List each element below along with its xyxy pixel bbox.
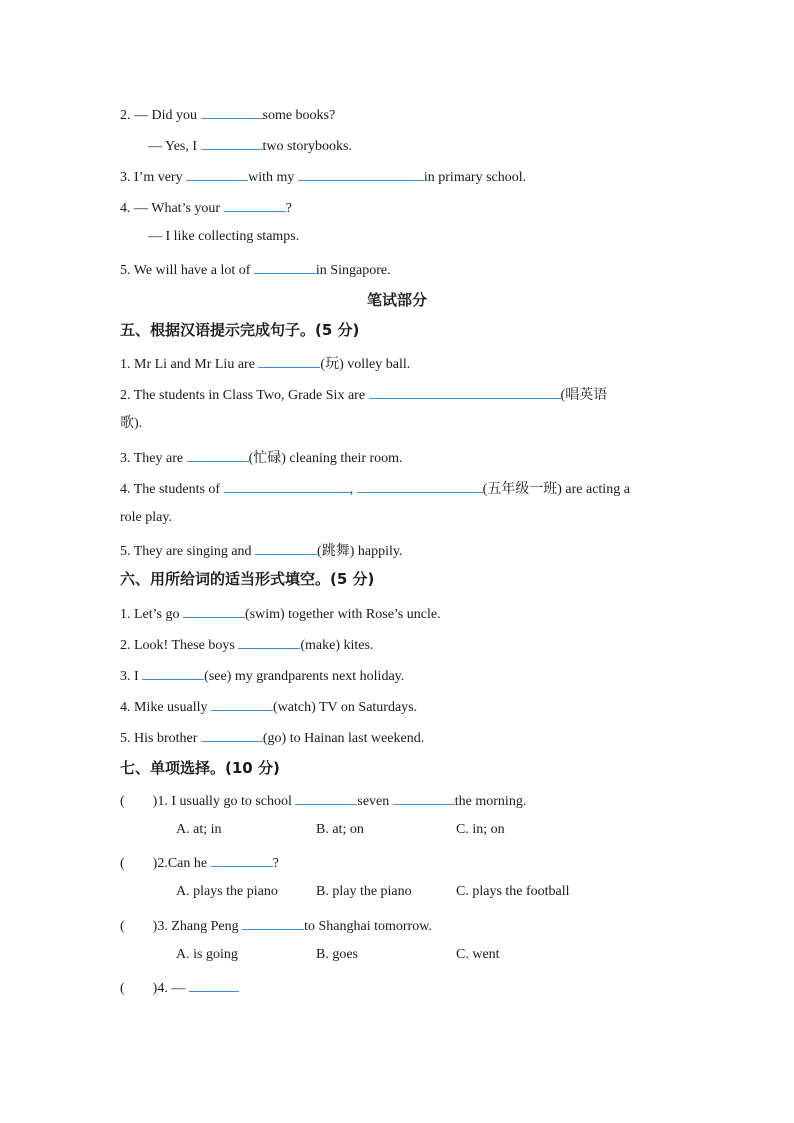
answer-blank[interactable] (298, 166, 424, 181)
s5-question-1 (120, 353, 410, 374)
question-text: )4. — (152, 981, 189, 996)
s7-question-3 (120, 915, 432, 936)
s6-question-3 (120, 665, 404, 686)
answer-blank[interactable] (189, 977, 239, 992)
answer-blank[interactable] (224, 478, 350, 493)
s5-question-4-cont: role play. (120, 510, 172, 525)
answer-blank[interactable] (201, 104, 263, 119)
question-text: )2.Can he (152, 856, 211, 871)
option-a[interactable]: A. at; in (176, 822, 222, 837)
option-c[interactable]: C. in; on (456, 822, 505, 837)
question-text: (唱英语 (560, 388, 608, 403)
answer-paren-open: ( (120, 794, 125, 809)
option-c[interactable]: C. plays the football (456, 884, 570, 899)
question-text: )3. Zhang Peng (152, 919, 243, 934)
question-text: 3. They are (120, 451, 187, 466)
section-7-title: 七、单项选择。(10 分) (120, 759, 280, 777)
s6-question-1 (120, 603, 441, 624)
answer-blank[interactable] (187, 447, 249, 462)
answer-blank[interactable] (242, 915, 304, 930)
s7-question-4 (120, 977, 239, 998)
question-text: ? (272, 856, 279, 871)
question-text: (swim) together with Rose’s uncle. (245, 607, 441, 622)
question-text: in Singapore. (315, 263, 391, 278)
question-text: 5. His brother (120, 731, 201, 746)
question-4b: — I like collecting stamps. (148, 229, 300, 244)
question-text: , (349, 482, 357, 497)
s6-question-4 (120, 696, 417, 717)
question-text: 4. Mike usually (120, 700, 211, 715)
question-text: 4. — What’s your (120, 201, 224, 216)
answer-blank[interactable] (224, 197, 286, 212)
question-text: 3. I’m very (120, 170, 187, 185)
answer-blank[interactable] (201, 727, 263, 742)
answer-blank[interactable] (211, 852, 273, 867)
answer-blank[interactable] (201, 135, 263, 150)
question-text: to Shanghai tomorrow. (304, 919, 432, 934)
question-text: two storybooks. (262, 139, 352, 154)
s7-question-2 (120, 852, 279, 873)
option-a[interactable]: A. is going (176, 947, 238, 962)
question-text: some books? (262, 108, 336, 123)
answer-blank[interactable] (142, 665, 204, 680)
question-5 (120, 259, 391, 280)
question-text: 4. The students of (120, 482, 224, 497)
question-2b (148, 135, 352, 156)
question-text: 1. Mr Li and Mr Liu are (120, 357, 259, 372)
question-text: (玩) volley ball. (320, 357, 411, 372)
question-text: 3. I (120, 669, 143, 684)
question-2a (120, 104, 335, 125)
s5-question-2 (120, 384, 607, 405)
answer-blank[interactable] (255, 540, 317, 555)
answer-paren-open: ( (120, 981, 125, 996)
question-text: with my (248, 170, 298, 185)
answer-blank[interactable] (369, 384, 561, 399)
s5-question-2-cont: 歌). (120, 416, 143, 431)
question-text: the morning. (454, 794, 527, 809)
question-text: 2. — Did you (120, 108, 201, 123)
answer-blank[interactable] (295, 790, 357, 805)
section-5-title: 五、根据汉语提示完成句子。(5 分) (120, 321, 360, 339)
s5-question-4 (120, 478, 630, 499)
option-b[interactable]: B. goes (316, 947, 358, 962)
written-section-heading: 笔试部分 (366, 291, 427, 309)
answer-blank[interactable] (254, 259, 316, 274)
question-text: 5. They are singing and (120, 544, 256, 559)
question-text: )1. I usually go to school (152, 794, 296, 809)
answer-blank[interactable] (393, 790, 455, 805)
question-3 (120, 166, 526, 187)
question-4a (120, 197, 292, 218)
s5-question-3 (120, 447, 403, 468)
question-text: (跳舞) happily. (317, 544, 403, 559)
option-b[interactable]: B. play the piano (316, 884, 412, 899)
question-text: — Yes, I (148, 139, 201, 154)
question-text: 1. Let’s go (120, 607, 183, 622)
question-text: (see) my grandparents next holiday. (204, 669, 405, 684)
question-text: (watch) TV on Saturdays. (273, 700, 418, 715)
s6-question-2 (120, 634, 373, 655)
question-text: (五年级一班) are acting a (482, 482, 630, 497)
answer-blank[interactable] (211, 696, 273, 711)
answer-blank[interactable] (183, 603, 245, 618)
answer-blank[interactable] (357, 478, 483, 493)
option-c[interactable]: C. went (456, 947, 500, 962)
question-text: 2. Look! These boys (120, 638, 239, 653)
answer-blank[interactable] (258, 353, 320, 368)
question-text: (go) to Hainan last weekend. (262, 731, 425, 746)
answer-blank[interactable] (238, 634, 300, 649)
s7-question-1 (120, 790, 526, 811)
option-a[interactable]: A. plays the piano (176, 884, 278, 899)
question-text: ? (285, 201, 292, 216)
question-text: seven (357, 794, 393, 809)
question-text: (make) kites. (300, 638, 374, 653)
section-6-title: 六、用所给词的适当形式填空。(5 分) (120, 570, 375, 588)
answer-paren-open: ( (120, 856, 125, 871)
answer-paren-open: ( (120, 919, 125, 934)
question-text: in primary school. (423, 170, 527, 185)
question-text: 5. We will have a lot of (120, 263, 254, 278)
question-text: 2. The students in Class Two, Grade Six are (120, 388, 369, 403)
s5-question-5 (120, 540, 402, 561)
s6-question-5 (120, 727, 424, 748)
question-text: (忙碌) cleaning their room. (248, 451, 403, 466)
option-b[interactable]: B. at; on (316, 822, 364, 837)
answer-blank[interactable] (186, 166, 248, 181)
